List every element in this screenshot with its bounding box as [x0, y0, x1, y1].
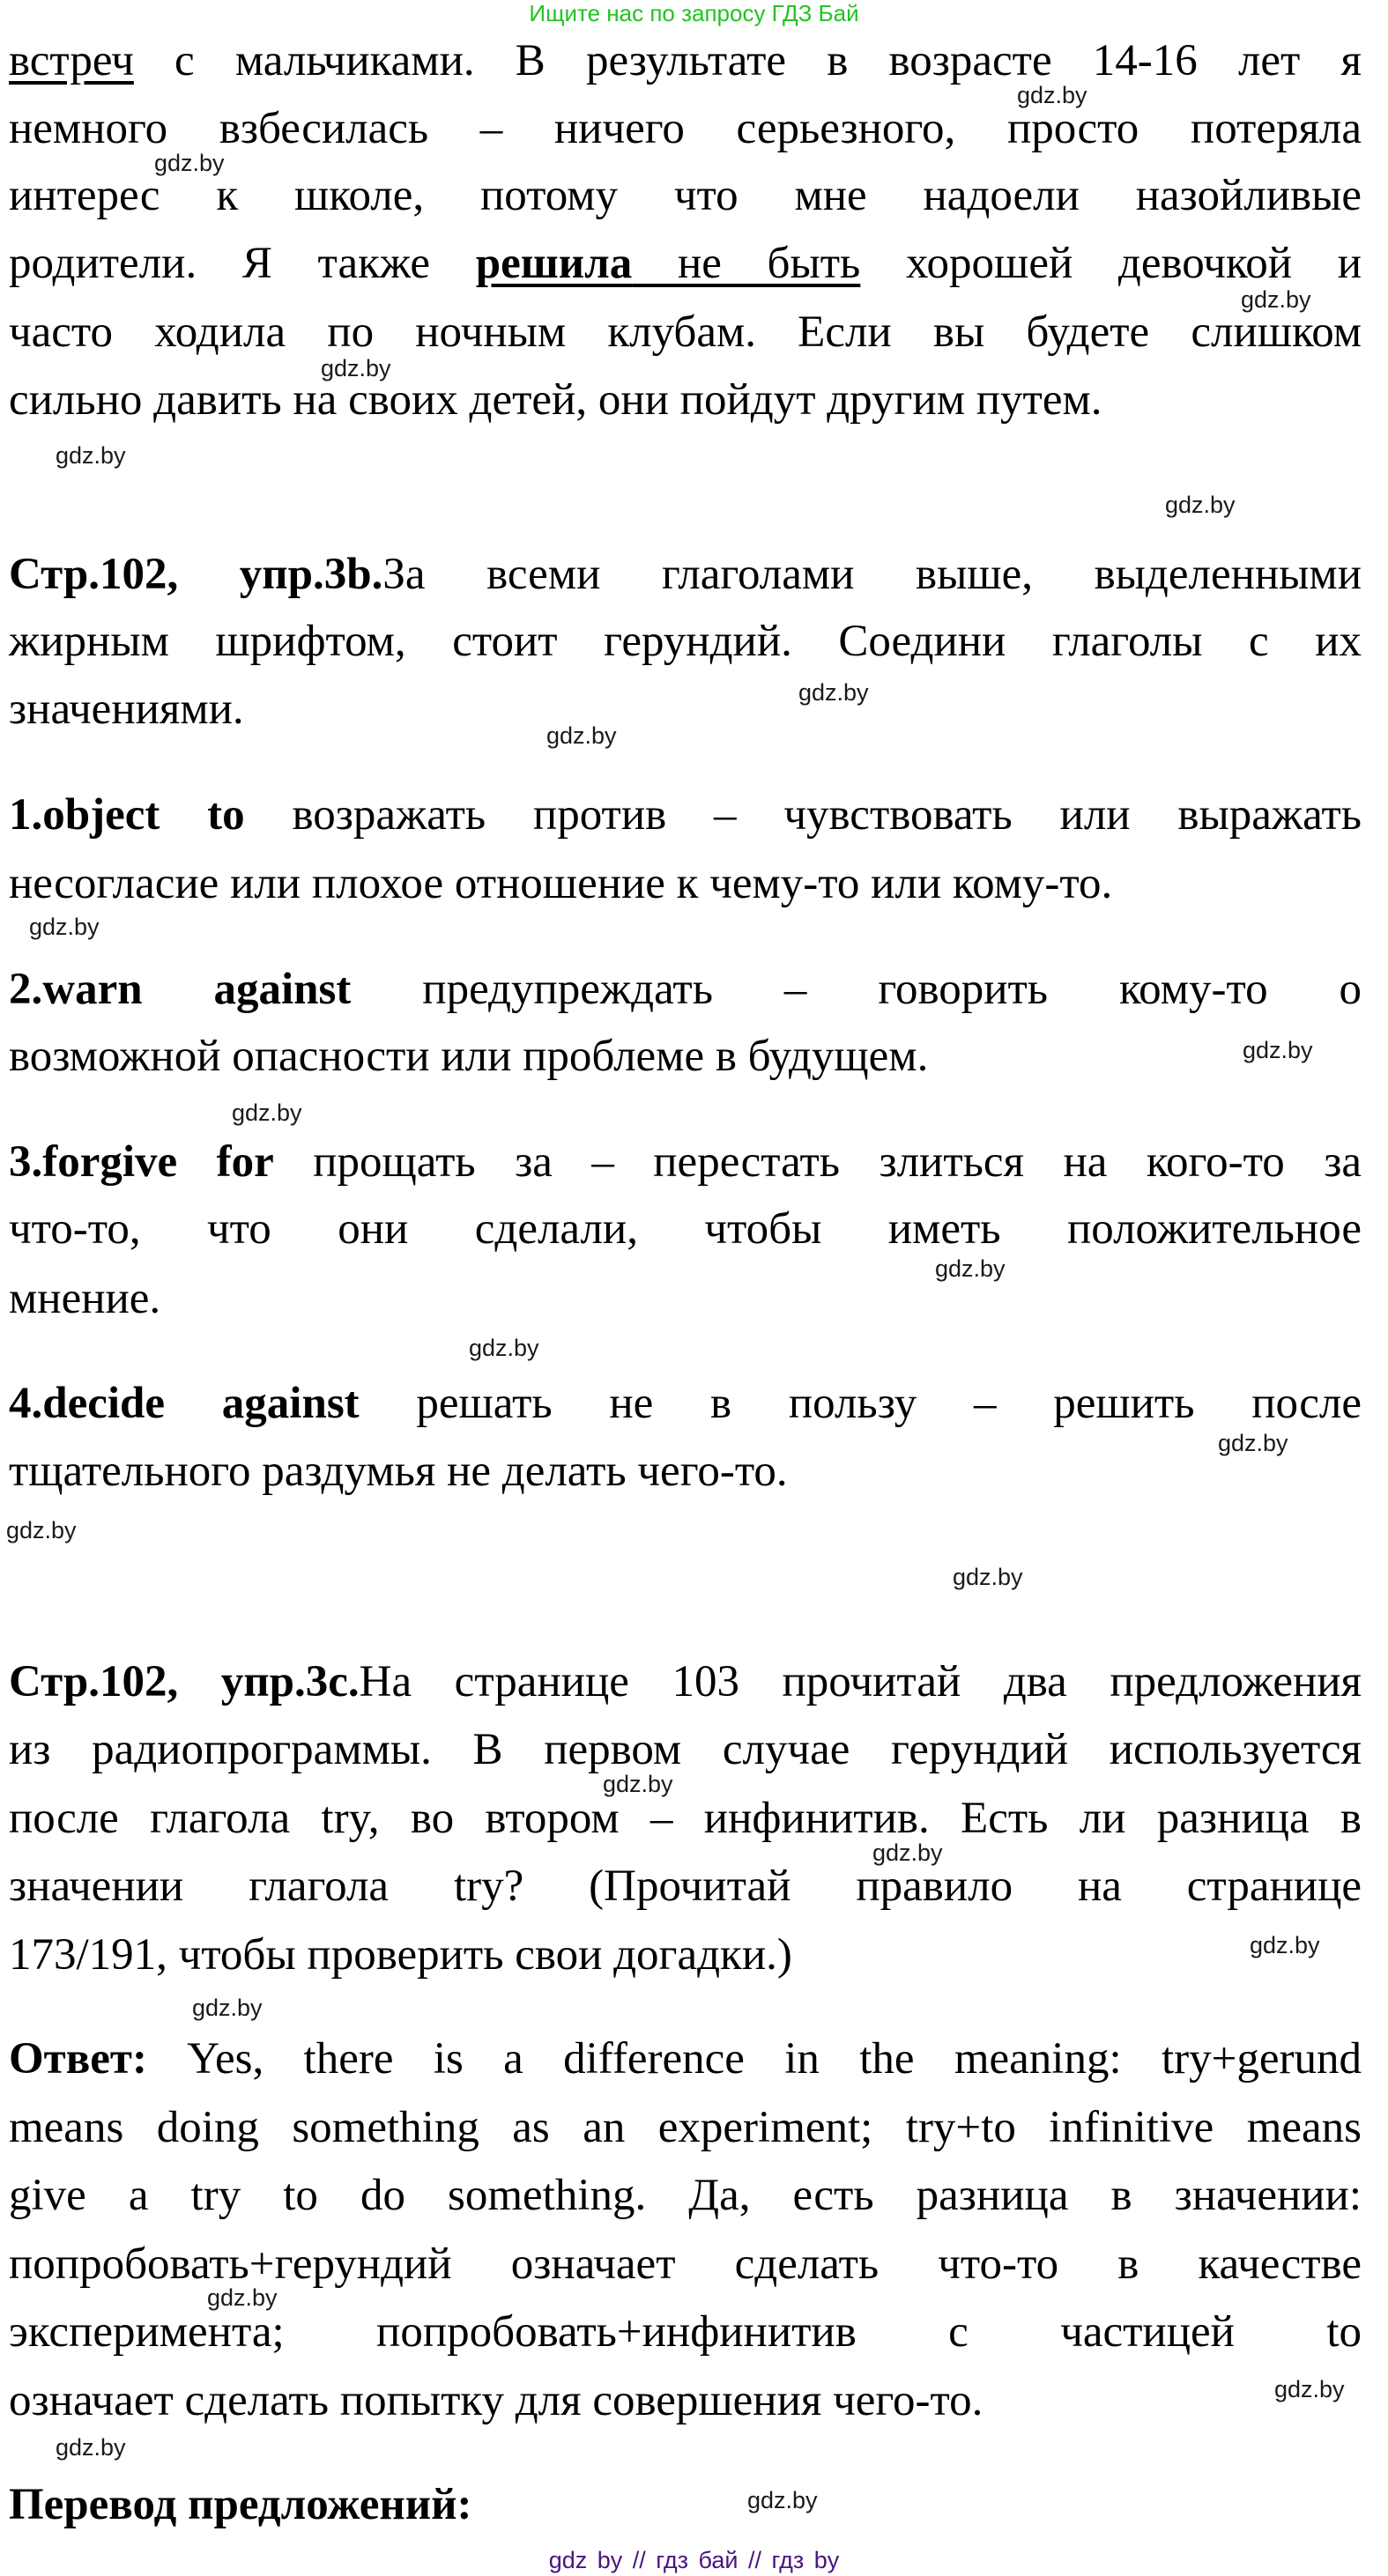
watermark-text: gdz.by	[1165, 492, 1236, 518]
text-segment: интерес к школе, потому что мне надоели назойливые	[9, 171, 1362, 220]
watermark-text: gdz.by	[798, 679, 869, 706]
watermark-text: gdz.by	[603, 1771, 673, 1797]
answer-line	[9, 2169, 1362, 2222]
verb-definition-line	[9, 1272, 1362, 1325]
exercise-3c-line	[9, 1655, 1362, 1708]
verb-definition-line	[9, 1203, 1362, 1255]
verb-term: 3.forgive for	[9, 1137, 274, 1187]
answer-line	[9, 2238, 1362, 2291]
answer-line	[9, 2032, 1362, 2085]
watermark-text: gdz.by	[953, 1564, 1023, 1590]
watermark-text: gdz.by	[192, 1995, 263, 2021]
watermark-text: gdz.by	[469, 1335, 539, 1361]
answer-text: означает сделать попытку для совершения чего-то.	[9, 2376, 983, 2425]
verb-definition-line	[9, 1377, 1362, 1430]
watermark-text: gdz.by	[6, 1517, 77, 1543]
exercise-3c-line	[9, 1860, 1362, 1913]
watermark-text: gdz.by	[935, 1255, 1006, 1282]
exercise-3c-heading: Стр.102, упр.3c.	[9, 1657, 360, 1706]
emphasized-text: встреч	[9, 36, 134, 85]
emphasized-text: не быть	[632, 239, 861, 288]
verb-term: 2.warn against	[9, 965, 352, 1014]
intro-line	[9, 374, 1362, 426]
answer-text: means doing something as an experiment; try+to infinitive means	[9, 2103, 1362, 2152]
answer-text: попробовать+герундий означает сделать что-то в качестве	[9, 2239, 1362, 2289]
answer-label: Ответ:	[9, 2034, 147, 2084]
verb-definition: решать не в пользу – решить после	[359, 1379, 1362, 1428]
watermark-text: gdz.by	[1243, 1037, 1313, 1063]
text-segment: хорошей девочкой и	[860, 239, 1362, 288]
exercise-3c-task: На странице 103 прочитай два предложения	[359, 1657, 1362, 1706]
answer-line	[9, 2306, 1362, 2358]
watermark-text: gdz.by	[546, 722, 617, 749]
text-segment: часто ходила по ночным клубам. Если вы будете слишком	[9, 307, 1362, 357]
verb-definition-line	[9, 1445, 1362, 1498]
exercise-3c-line	[9, 1928, 1362, 1981]
exercise-3b-task: За всеми глаголами выше, выделенными	[382, 550, 1362, 599]
verb-definition: предупреждать – говорить кому-то о	[351, 965, 1362, 1014]
intro-line	[9, 306, 1362, 359]
exercise-3c-task: значении глагола try? (Прочитай правило на странице	[9, 1862, 1362, 1911]
exercise-3b-line	[9, 615, 1362, 668]
intro-line	[9, 169, 1362, 222]
exercise-3c-task: 173/191, чтобы проверить свои догадки.)	[9, 1930, 792, 1980]
verb-definition-line	[9, 1136, 1362, 1188]
text-segment: родители. Я также	[9, 239, 476, 288]
watermark-text: gdz.by	[207, 2284, 278, 2311]
watermark-text: gdz.by	[154, 150, 225, 176]
watermark-text: gdz.by	[56, 442, 126, 469]
emphasized-text: решила	[475, 239, 633, 288]
exercise-3c-task: после глагола try, во втором – инфинитив. Есть ли разница в	[9, 1794, 1362, 1843]
translation-heading: Перевод предложений:	[9, 2480, 472, 2529]
answer-text: Yes, there is a difference in the meaning: try+gerund	[146, 2034, 1362, 2084]
verb-term: 1.object to	[9, 790, 245, 840]
search-hint-link[interactable]: Ищите нас по запросу ГДЗ Бай	[529, 0, 859, 26]
translation-heading-line	[9, 2478, 1362, 2531]
watermark-text: gdz.by	[29, 914, 100, 940]
verb-definition: возражать против – чувствовать или выражать	[244, 790, 1362, 840]
text-segment: с мальчиками. В результате в возрасте 14-16 лет я	[133, 36, 1362, 85]
verb-definition: тщательного раздумья не делать чего-то.	[9, 1447, 788, 1496]
text-segment: немного взбесилась – ничего серьезного, просто потеряла	[9, 104, 1362, 153]
text-segment: сильно давить на своих детей, они пойдут другим путем.	[9, 375, 1102, 425]
footer-links[interactable]: gdz by // гдз бай // гдз by	[548, 2547, 840, 2573]
verb-definition: возможной опасности или проблеме в будущем.	[9, 1032, 929, 1081]
verb-definition: что-то, что они сделали, чтобы иметь положительное	[9, 1204, 1362, 1254]
exercise-3b-line	[9, 683, 1362, 736]
exercise-3b-line	[9, 548, 1362, 601]
watermark-text: gdz.by	[1250, 1932, 1320, 1958]
exercise-3c-line	[9, 1792, 1362, 1845]
answer-line	[9, 2101, 1362, 2154]
verb-definition-line	[9, 788, 1362, 841]
verb-definition: мнение.	[9, 1274, 161, 1323]
answer-text: эксперимента; попробовать+инфинитив с частицей to	[9, 2307, 1362, 2357]
verb-term: 4.decide against	[9, 1379, 360, 1428]
watermark-text: gdz.by	[232, 1099, 302, 1126]
verb-definition-line	[9, 963, 1362, 1016]
intro-line	[9, 34, 1362, 87]
watermark-text: gdz.by	[1241, 286, 1311, 313]
verb-definition-line	[9, 857, 1362, 910]
watermark-text: gdz.by	[872, 1839, 943, 1866]
watermark-text: gdz.by	[56, 2434, 126, 2461]
watermark-text: gdz.by	[747, 2487, 818, 2513]
intro-line	[9, 237, 1362, 290]
verb-definition: прощать за – перестать злиться на кого-то за	[273, 1137, 1362, 1187]
exercise-3b-heading: Стр.102, упр.3b.	[9, 550, 383, 599]
answer-line	[9, 2374, 1362, 2427]
verb-definition-line	[9, 1030, 1362, 1083]
watermark-text: gdz.by	[1274, 2376, 1345, 2402]
watermark-text: gdz.by	[321, 355, 391, 381]
answer-text: give a try to do something. Да, есть разница в значении:	[9, 2171, 1362, 2220]
verb-definition: несогласие или плохое отношение к чему-то или кому-то.	[9, 859, 1113, 908]
exercise-3c-line	[9, 1723, 1362, 1776]
intro-line	[9, 102, 1362, 155]
watermark-text: gdz.by	[1017, 82, 1087, 108]
watermark-text: gdz.by	[1218, 1430, 1288, 1456]
exercise-3b-task: жирным шрифтом, стоит герундий. Соедини глаголы с их	[9, 617, 1362, 666]
exercise-3c-task: из радиопрограммы. В первом случае герундий используется	[9, 1725, 1362, 1774]
exercise-3b-task: значениями.	[9, 685, 244, 734]
